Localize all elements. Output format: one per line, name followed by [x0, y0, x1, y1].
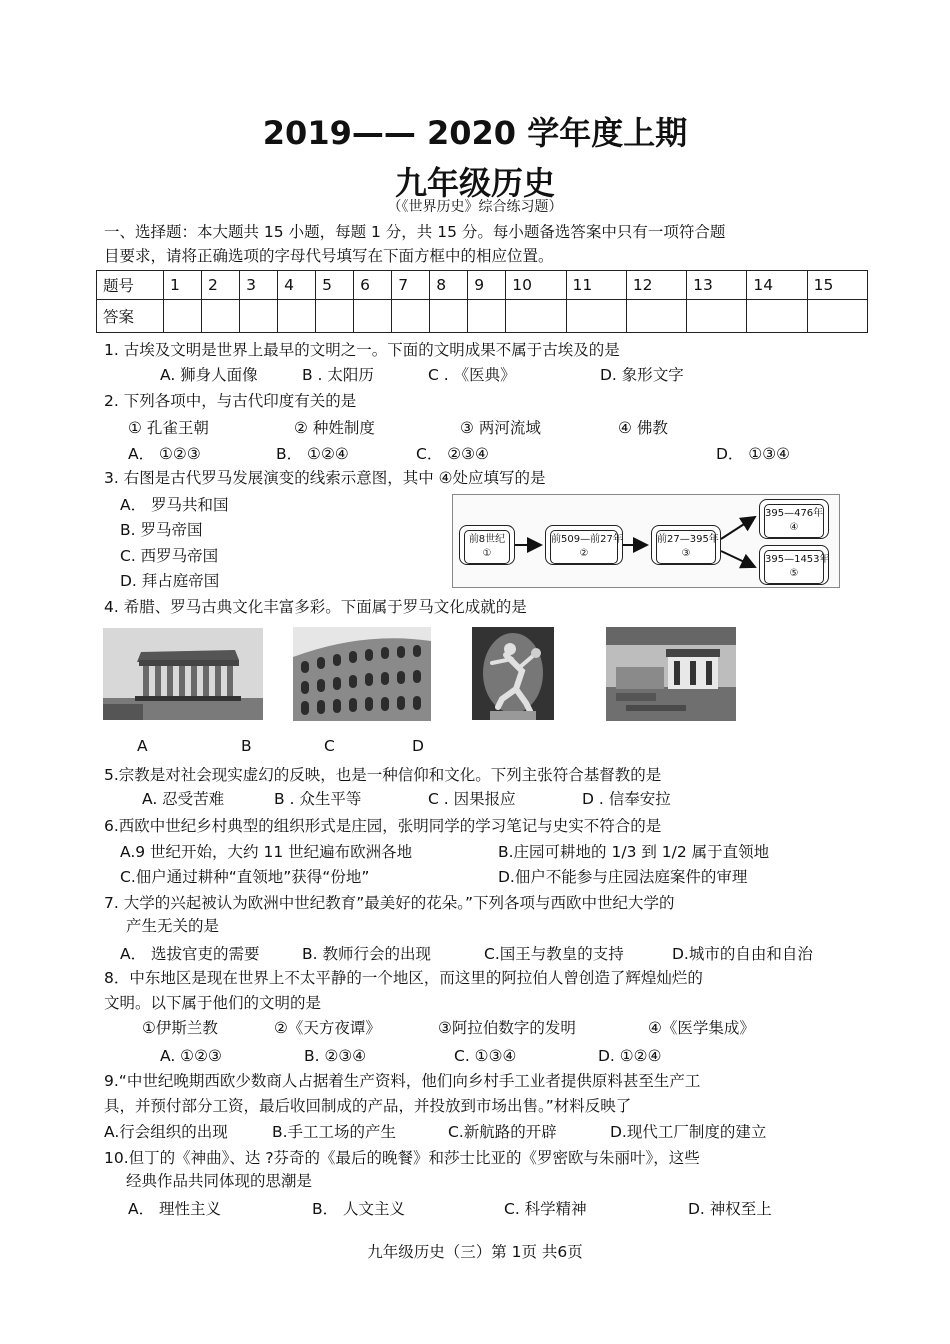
q10-option-b: B． 人文主义 [312, 1200, 406, 1218]
question-number-cell: 1 [164, 271, 202, 300]
answer-table-answer-row [97, 300, 868, 333]
q7-stem-line1: 7. 大学的兴起被认为欧洲中世纪教育”最美好的花朵。”下列各项与西欧中世纪大学的 [104, 894, 675, 912]
question-number-cell: 6 [354, 271, 392, 300]
q1-option-b: B . 太阳历 [302, 366, 374, 384]
row-label-answer: 答案 [97, 300, 164, 333]
q4-stem: 4. 希腊、罗马古典文化丰富多彩。下面属于罗马文化成就的是 [104, 598, 527, 616]
timeline-node-mark: ⑤ [789, 568, 799, 579]
answer-cell[interactable] [316, 300, 354, 333]
colosseum-image [293, 627, 431, 721]
q2-item-1: ① 孔雀王朝 [128, 419, 209, 437]
answer-cell[interactable] [626, 300, 686, 333]
answer-cell[interactable] [164, 300, 202, 333]
question-number-cell: 12 [626, 271, 686, 300]
answer-cell[interactable] [240, 300, 278, 333]
answer-cell[interactable] [202, 300, 240, 333]
q3-stem: 3. 右图是古代罗马发展演变的线索示意图，其中 ④处应填写的是 [104, 469, 546, 487]
answer-cell[interactable] [747, 300, 807, 333]
q9-option-a: A.行会组织的出现 [104, 1123, 228, 1141]
question-number-cell: 7 [392, 271, 430, 300]
row-label-number: 题号 [97, 271, 164, 300]
q4-label-a: A [137, 737, 148, 755]
question-number-cell: 15 [807, 271, 867, 300]
q7-stem-line2: 产生无关的是 [126, 917, 220, 935]
q7-option-c: C.国王与教皇的支持 [484, 945, 624, 963]
timeline-node-5 [759, 545, 829, 585]
q1-option-a: A. 狮身人面像 [160, 366, 258, 384]
q8-item-3: ③阿拉伯数字的发明 [438, 1019, 576, 1037]
temple-image [103, 628, 263, 720]
q2-option-b: B． ①②④ [276, 445, 349, 463]
q8-stem-line2: 文明。以下属于他们的文明的是 [104, 994, 322, 1012]
question-number-cell: 14 [747, 271, 807, 300]
question-number-cell: 3 [240, 271, 278, 300]
q7-option-d: D.城市的自由和自治 [672, 945, 813, 963]
timeline-node-period: 395—1453年 [765, 554, 830, 565]
question-number-cell: 9 [468, 271, 506, 300]
page-footer: 九年级历史（三）第 1页 共6页 [367, 1243, 583, 1261]
timeline-node-3 [651, 525, 721, 565]
q1-option-c: C . 《医典》 [428, 366, 516, 384]
timeline-node-mark: ④ [789, 522, 799, 533]
q8-option-a: A. ①②③ [160, 1047, 222, 1065]
page-title: 2019—— 2020 学年度上期 [262, 114, 688, 152]
section-instruction-line2: 目要求，请将正确选项的字母代号填写在下面方框中的相应位置。 [104, 247, 554, 265]
q5-option-a: A. 忍受苦难 [142, 790, 225, 808]
answer-cell[interactable] [392, 300, 430, 333]
timeline-node-1 [459, 525, 515, 565]
q3-option-c: C. 西罗马帝国 [120, 547, 219, 565]
q10-stem-line1: 10.但丁的《神曲》、达 ?芬奇的《最后的晚餐》和莎士比亚的《罗密欧与朱丽叶》，这些 [104, 1149, 700, 1167]
question-number-cell: 10 [506, 271, 566, 300]
timeline-node-mark: ③ [681, 548, 691, 559]
answer-cell[interactable] [807, 300, 867, 333]
timeline-node-mark: ② [579, 548, 589, 559]
photo-option-b-colosseum [293, 627, 431, 721]
q1-option-d: D. 象形文字 [600, 366, 684, 384]
q2-item-4: ④ 佛教 [618, 419, 668, 437]
q3-option-a: A． 罗马共和国 [120, 496, 229, 514]
q9-option-b: B.手工工场的产生 [272, 1123, 397, 1141]
question-number-cell: 2 [202, 271, 240, 300]
q7-option-a: A． 选拔官吏的需要 [120, 945, 260, 963]
answer-table [96, 270, 868, 333]
photo-option-c-discobolus-statue [472, 627, 554, 720]
q1-stem: 1. 古埃及文明是世界上最早的文明之一。下面的文明成果不属于古埃及的是 [104, 341, 620, 359]
q6-option-d: D.佃户不能参与庄园法庭案件的审理 [498, 868, 748, 886]
q6-option-c: C.佃户通过耕种“直领地”获得“份地” [120, 868, 370, 886]
q7-option-b: B. 教师行会的出现 [302, 945, 431, 963]
q2-item-2: ② 种姓制度 [294, 419, 375, 437]
question-number-cell: 13 [687, 271, 747, 300]
question-number-cell: 11 [566, 271, 626, 300]
q10-option-a: A． 理性主义 [128, 1200, 222, 1218]
answer-cell[interactable] [468, 300, 506, 333]
timeline-node-2 [545, 525, 623, 565]
q2-option-c: C． ②③④ [416, 445, 489, 463]
section-instruction-line1: 一、选择题：本大题共 15 小题，每题 1 分，共 15 分。每小题备选答案中只有一项符合题 [104, 223, 726, 241]
q9-stem-line2: 具，并预付部分工资，最后收回制成的产品，并投放到市场出售。”材料反映了 [104, 1097, 632, 1115]
question-number-cell: 4 [278, 271, 316, 300]
q8-item-4: ④《医学集成》 [648, 1019, 755, 1037]
photo-option-a-greek-temple [103, 628, 263, 720]
q4-label-b: B [241, 737, 252, 755]
q2-option-a: A． ①②③ [128, 445, 201, 463]
q4-label-c: C [324, 737, 335, 755]
answer-cell[interactable] [430, 300, 468, 333]
question-number-cell: 8 [430, 271, 468, 300]
q10-option-d: D. 神权至上 [688, 1200, 772, 1218]
q9-stem-line1: 9.“中世纪晚期西欧少数商人占据着生产资料，他们向乡村手工业者提供原料甚至生产工 [104, 1072, 701, 1090]
ruins-image [606, 627, 736, 721]
q6-option-a: A.9 世纪开始，大约 11 世纪遍布欧洲各地 [120, 843, 413, 861]
timeline-node-period: 前8世纪 [468, 534, 506, 545]
page-note: （《世界历史》综合练习题） [387, 199, 563, 215]
q6-option-b: B.庄园可耕地的 1/3 到 1/2 属于直领地 [498, 843, 770, 861]
timeline-node-period: 前509—前27年 [551, 534, 623, 545]
q8-option-b: B. ②③④ [304, 1047, 367, 1065]
answer-cell[interactable] [687, 300, 747, 333]
q2-stem: 2. 下列各项中，与古代印度有关的是 [104, 392, 357, 410]
q2-item-3: ③ 两河流域 [460, 419, 541, 437]
timeline-node-period: 前27—395年 [657, 534, 719, 545]
q10-stem-line2: 经典作品共同体现的思潮是 [126, 1172, 313, 1190]
q8-option-c: C. ①③④ [454, 1047, 517, 1065]
q6-stem: 6.西欧中世纪乡村典型的组织形式是庄园，张明同学的学习笔记与史实不符合的是 [104, 817, 662, 835]
q5-option-b: B . 众生平等 [274, 790, 362, 808]
page-subtitle: 九年级历史 [394, 164, 555, 202]
timeline-node-4 [759, 499, 829, 539]
q5-option-c: C . 因果报应 [428, 790, 516, 808]
answer-cell[interactable] [278, 300, 316, 333]
answer-cell[interactable] [566, 300, 626, 333]
question-number-cell: 5 [316, 271, 354, 300]
q8-option-d: D. ①②④ [598, 1047, 662, 1065]
q9-option-c: C.新航路的开辟 [448, 1123, 557, 1141]
q3-option-b: B. 罗马帝国 [120, 521, 203, 539]
rome-timeline-diagram [452, 494, 840, 588]
q5-stem: 5.宗教是对社会现实虚幻的反映，也是一种信仰和文化。下列主张符合基督教的是 [104, 766, 662, 784]
answer-cell[interactable] [506, 300, 566, 333]
photo-option-d-palace-ruins [606, 627, 736, 721]
q9-option-d: D.现代工厂制度的建立 [610, 1123, 767, 1141]
q8-stem-line1: 8．中东地区是现在世界上不太平静的一个地区，而这里的阿拉伯人曾创造了辉煌灿烂的 [104, 969, 703, 987]
timeline-node-period: 395—476年 [765, 508, 824, 519]
q2-option-d: D． ①③④ [716, 445, 791, 463]
q8-item-2: ②《天方夜谭》 [274, 1019, 381, 1037]
q5-option-d: D . 信奉安拉 [582, 790, 671, 808]
timeline-node-mark: ① [482, 548, 492, 559]
q3-option-d: D. 拜占庭帝国 [120, 572, 220, 590]
q10-option-c: C. 科学精神 [504, 1200, 587, 1218]
answer-cell[interactable] [354, 300, 392, 333]
statue-image [472, 627, 554, 720]
answer-table-number-row [97, 271, 868, 300]
q8-item-1: ①伊斯兰教 [142, 1019, 218, 1037]
q4-label-d: D [412, 737, 424, 755]
